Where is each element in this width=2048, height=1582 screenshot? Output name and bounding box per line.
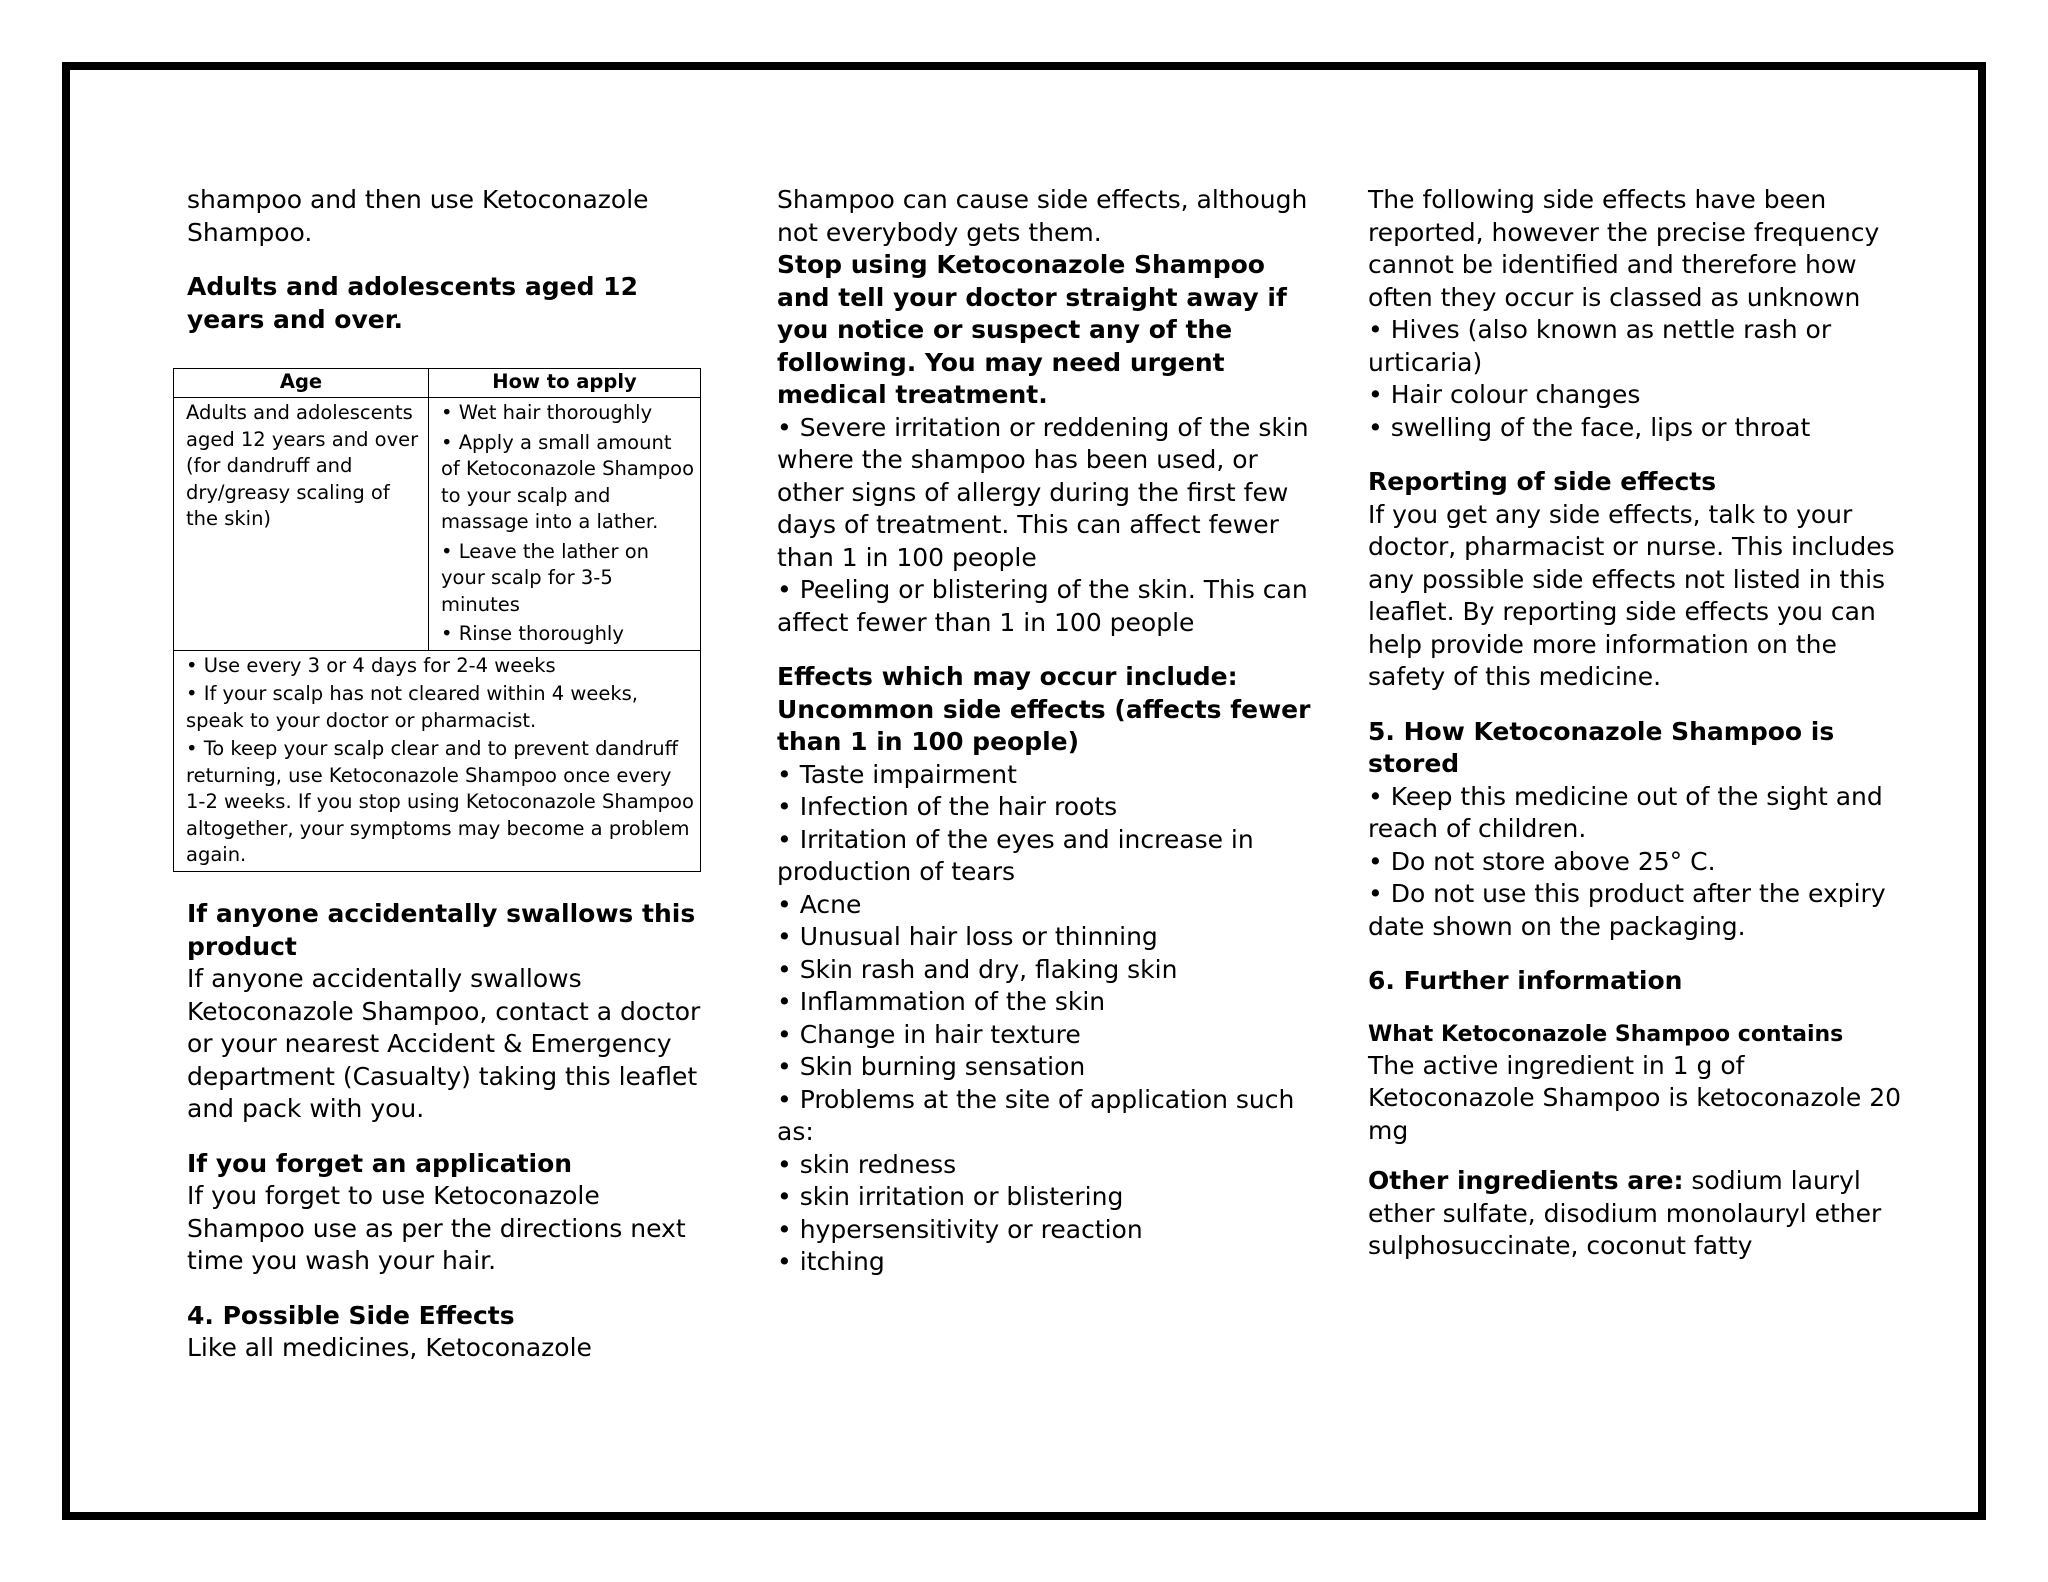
age-header: Age — [174, 369, 429, 398]
list-item: • Change in hair texture — [777, 1019, 1081, 1049]
age-cell: Adults and adolescents aged 12 years and over (for dandruff and dry/greasy scaling of the skin) — [174, 398, 429, 651]
list-item: • If your scalp has not cleared within 4 weeks, speak to your doctor or pharmacist. — [186, 682, 638, 732]
swallow-text: If anyone accidentally swallows Ketoconazole Shampoo, contact a doctor or your nearest Accident & Emergency department (Casualty) taking this leaflet and pack with you. — [187, 964, 701, 1123]
list-item: • Unusual hair loss or thinning — [777, 922, 1158, 951]
reporting-heading: Reporting of side effects — [1368, 467, 1717, 496]
list-item: • Use every 3 or 4 days for 2-4 weeks — [186, 653, 556, 677]
list-item: • skin irritation or blistering — [777, 1182, 1124, 1211]
other-ingredients-text: sodium lauryl ether sulfate, disodium monolauryl ether sulphosuccinate, coconut fatty — [1368, 1166, 1882, 1260]
list-item: • Taste impairment — [777, 759, 1017, 789]
list-item: • Hives (also known as nettle rash or urticaria) — [1368, 315, 1832, 377]
list-item: • Keep this medicine out of the sight and reach of children. — [1368, 781, 1883, 843]
list-item: • Do not store above 25° C. — [1368, 846, 1716, 876]
table-row — [174, 650, 701, 871]
list-item: • Inflammation of the skin — [777, 987, 1106, 1016]
list-item: • Infection of the hair roots — [777, 792, 1118, 821]
how-to-apply-cell — [429, 398, 701, 651]
list-item: • itching — [777, 1247, 885, 1276]
list-item: • Problems at the site of application such as: — [777, 1084, 1295, 1146]
list-item: • Acne — [777, 889, 862, 919]
reporting-text: If you get any side effects, talk to your doctor, pharmacist or nurse. This includes any possible side effects not listed in this leaflet. By reporting side effects you can help provide more information on the safety of this medicine. — [1368, 499, 1895, 691]
forget-heading: If you forget an application — [187, 1148, 573, 1178]
usage-notes-cell — [174, 650, 701, 871]
effects-heading: Effects which may occur include: — [777, 662, 1238, 691]
list-item: • skin redness — [777, 1149, 957, 1179]
other-ingredients — [1368, 1165, 1908, 1263]
list-item: • Skin rash and dry, flaking skin — [777, 954, 1178, 984]
side-effects-heading: 4. Possible Side Effects — [187, 1300, 515, 1330]
list-item: • Rinse thoroughly — [441, 622, 624, 645]
list-item: • To keep your scalp clear and to prevent dandruff returning, use Ketoconazole Shampoo once every 1-2 weeks. If you stop using Ketoconazole Shampoo altogether, your symptoms may become a problem again. — [186, 737, 694, 866]
list-item: • Do not use this product after the expiry date shown on the packaging. — [1368, 879, 1886, 941]
intro-text: Shampoo can cause side effects, although not everybody gets them. — [777, 185, 1308, 247]
list-item: • Skin burning sensation — [777, 1052, 1086, 1081]
column-2 — [777, 184, 1317, 1279]
list-item: • Irritation of the eyes and increase in production of tears — [777, 824, 1254, 886]
adult-heading: Adults and adolescents aged 12 years and over. — [187, 272, 638, 334]
column-1 — [187, 184, 707, 336]
table-header-row — [174, 369, 701, 398]
unknown-frequency-text: The following side effects have been reported, however the precise frequency cannot be identified and therefore how often they occur is classed as unknown — [1368, 185, 1880, 312]
dosage-table — [173, 368, 701, 872]
swallow-heading: If anyone accidentally swallows this product — [187, 899, 696, 961]
list-item: • Leave the lather on your scalp for 3-5 minutes — [441, 539, 649, 616]
uncommon-heading: Uncommon side effects (affects fewer than 1 in 100 people) — [777, 694, 1311, 756]
list-item: • Wet hair thoroughly — [441, 401, 653, 424]
intro-text: shampoo and then use Ketoconazole Shampoo. — [187, 185, 649, 247]
list-item: • Hair colour changes — [1368, 380, 1641, 409]
list-item: • swelling of the face, lips or throat — [1368, 412, 1811, 442]
table-row — [174, 398, 701, 651]
storage-heading: 5. How Ketoconazole Shampoo is stored — [1368, 716, 1835, 778]
further-info-heading: 6. Further information — [1368, 966, 1683, 995]
column-3 — [1368, 184, 1908, 1263]
other-ingredients-label: Other ingredients are: — [1368, 1166, 1684, 1195]
list-item: • hypersensitivity or reaction — [777, 1214, 1143, 1244]
contains-text: The active ingredient in 1 g of Ketoconazole Shampoo is ketoconazole 20 mg — [1368, 1050, 1902, 1145]
list-item: • Apply a small amount of Ketoconazole Shampoo to your scalp and massage into a lather. — [441, 430, 695, 533]
stop-warning: Stop using Ketoconazole Shampoo and tell your doctor straight away if you notice or suspect any of the following. You may need urgent medical treatment. — [777, 250, 1287, 409]
side-effects-text: Like all medicines, Ketoconazole — [187, 1333, 592, 1362]
list-item: • Peeling or blistering of the skin. This can affect fewer than 1 in 100 people — [777, 575, 1308, 637]
column-1-lower — [187, 898, 707, 1365]
forget-text: If you forget to use Ketoconazole Shampoo use as per the directions next time you wash your hair. — [187, 1181, 686, 1275]
how-to-apply-header: How to apply — [429, 369, 701, 398]
contains-heading: What Ketoconazole Shampoo contains — [1368, 1021, 1844, 1047]
list-item: • Severe irritation or reddening of the skin where the shampoo has been used, or other signs of allergy during the first few days of treatment. This can affect fewer than 1 in 100 people — [777, 412, 1309, 572]
